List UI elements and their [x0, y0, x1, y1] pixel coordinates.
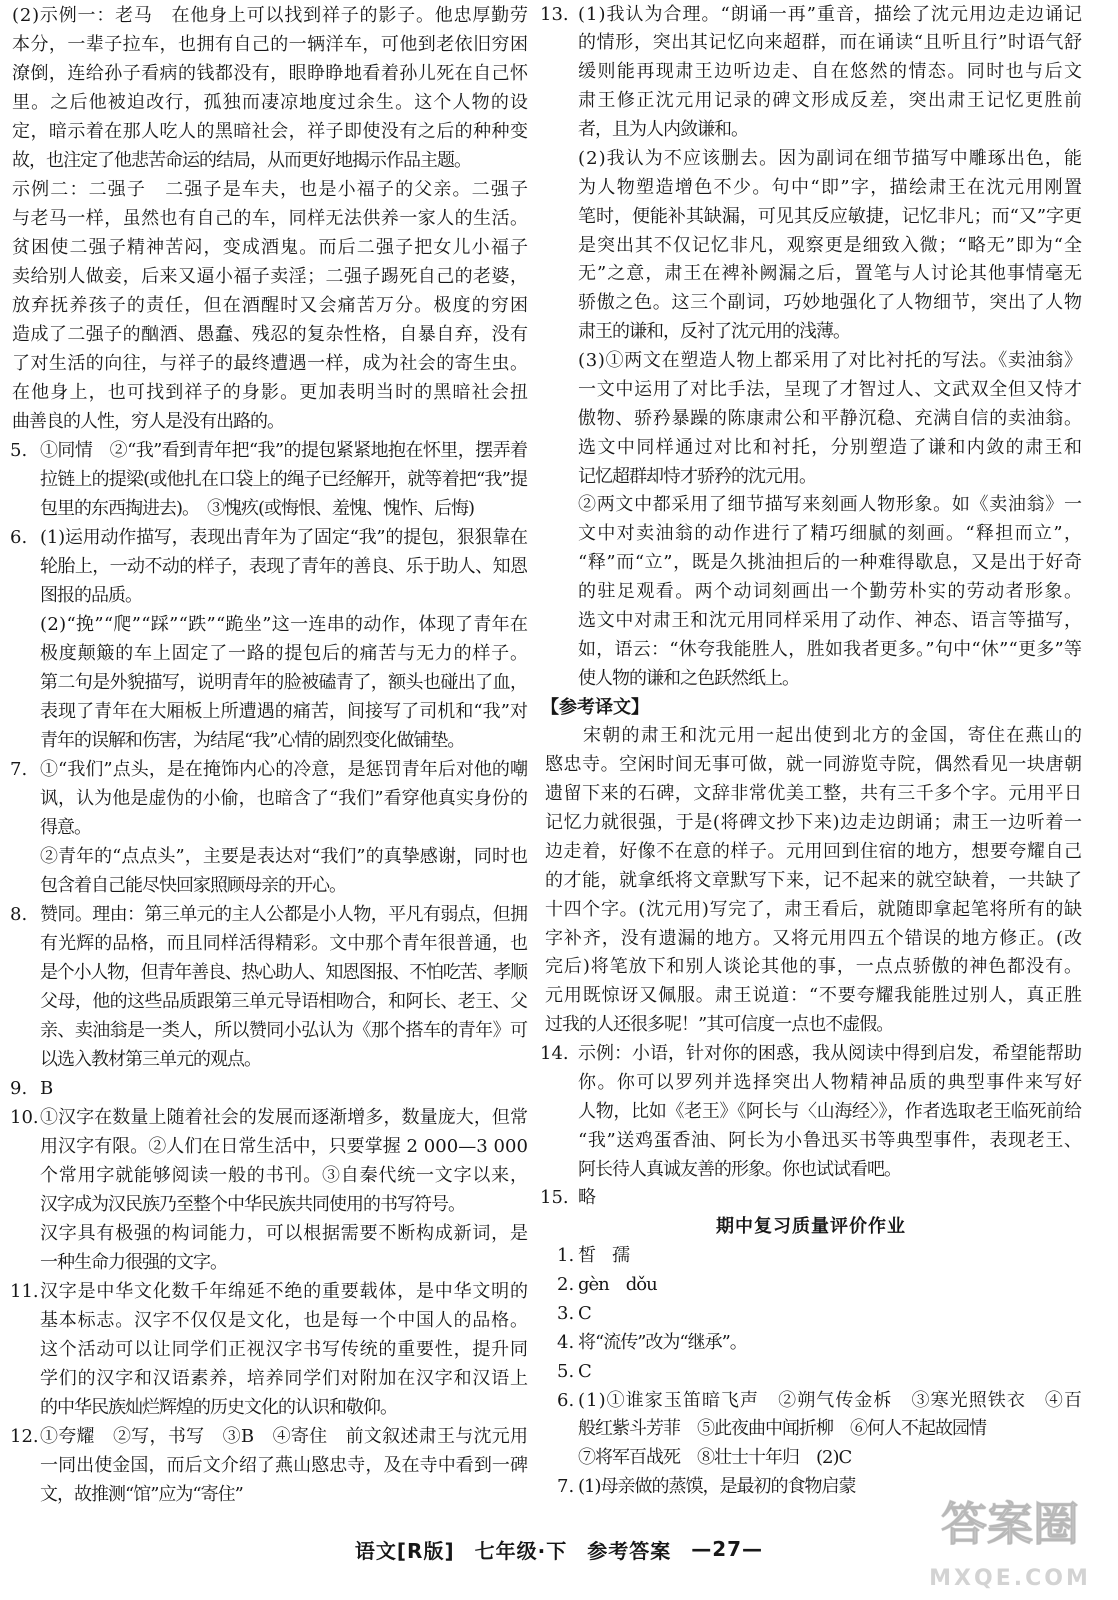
line-text: 卖给别人做妾，后来又逼小福子卖淫；二强子踢死自己的老婆， [12, 265, 529, 287]
answer-item-9 [10, 1074, 528, 1103]
section-title: 期中复习质量评价作业 [716, 1216, 906, 1238]
line-text: 青年的误解和伤害，为结尾“我”心情的剧烈变化做铺垫。 [40, 729, 465, 751]
line-text: 本分，一辈子拉车，也拥有自己的一辆洋车，可他到老依旧穷困 [12, 33, 529, 55]
line-text: 是个小人物，但青年善良、热心助人、知恩图报、不怕吃苦、孝顺 [40, 961, 527, 983]
translation-line [545, 896, 1082, 925]
line-text: 傲物、骄矜暴躁的陈康肃公和平静沉稳、充满自信的卖油翁。 [578, 407, 1083, 429]
text-line [12, 233, 528, 262]
translation-line [545, 780, 1082, 809]
text-line [578, 232, 1082, 261]
text-line [40, 1451, 528, 1480]
answer-item-8 [10, 900, 528, 1074]
line-text: 定，暗示着在那人吃人的黑暗社会，祥子即使没有之后的种种变 [12, 120, 529, 142]
line-text: 极度颠簸的车上固定了一路的提包后的痛苦与无力的样子。 [40, 642, 529, 664]
text-line [12, 30, 528, 59]
text-line [40, 697, 528, 726]
line-text: 愍忠寺。空闲时间无事可做，就一同游览寺院，偶然看见一块唐朝 [545, 754, 1083, 776]
line-text: 第二句是外貌描写，说明青年的脸被磕青了，额头也碰出了血， [40, 671, 528, 693]
text-line [40, 842, 528, 871]
text-line [578, 1098, 1082, 1127]
line-text: (2)我认为不应该删去。因为副词在细节描写中雕琢出色，能 [578, 147, 1084, 169]
text-line [40, 494, 528, 523]
text-line [578, 1040, 1082, 1069]
question-number: 5. [10, 439, 28, 461]
midterm-answer-group [540, 1242, 1082, 1502]
question-number: 15. [540, 1187, 569, 1209]
line-text: “我”送鸡蛋香油、阿长为小鲁迅买书等典型事件，表现老王、 [578, 1129, 1083, 1151]
answer-item-3 [540, 1300, 1082, 1329]
reference-translation-heading: 【参考译文】 [541, 696, 649, 718]
line-text: 里。之后他被迫改行，孤独而凄凉地度过余生。这个人物的设 [12, 91, 530, 113]
line-text: 汉字成为汉民族乃至整个中华民族共同使用的书写符号。 [40, 1193, 465, 1215]
text-line [12, 117, 528, 146]
text-line [578, 491, 1082, 520]
translation-line [545, 1011, 1082, 1040]
text-line [578, 1156, 1082, 1185]
line-text: 讽，认为他是虚伪的小偷，也暗含了“我们”看穿他真实身份的 [40, 787, 529, 809]
answer-item-14 [540, 1040, 1082, 1184]
translation-line [545, 953, 1082, 982]
line-text: 了对生活的向往，与祥子的最终遭遇一样，成为社会的寄生虫。 [12, 352, 529, 374]
text-line [40, 1480, 528, 1509]
text-line [40, 639, 528, 668]
text-line [40, 1248, 528, 1277]
line-text: gèn dǒu [578, 1274, 657, 1295]
text-line [40, 1364, 528, 1393]
line-text: 使人物的谦和之色跃然纸上。 [578, 667, 799, 689]
question-number: 7. [10, 758, 28, 780]
translation-line [545, 925, 1082, 954]
line-text: 过我的人还很多呢！”其可信度一点也不虚假。 [545, 1014, 894, 1036]
line-text: 文，故推测“馆”应为“寄住” [40, 1483, 243, 1505]
line-text: 有光辉的品格，而且同样活得精彩。文中那个青年很普通，也 [40, 932, 529, 954]
line-text: 亲、卖油翁是一类人，所以赞同小弘认为《那个搭车的青年》可 [40, 1019, 528, 1041]
answer-group-13 [540, 1, 1082, 694]
text-line [12, 320, 528, 349]
line-text: C [578, 1302, 591, 1324]
text-line [40, 1335, 528, 1364]
text-line [12, 407, 528, 436]
answer-item-1 [540, 1242, 1082, 1271]
line-text: 在他身上，也可找到祥子的身影。更加表明当时的黑暗社会扭 [12, 381, 530, 403]
text-line [578, 1242, 1082, 1271]
answer-item-5 [10, 436, 528, 523]
line-text: 阿长待人真诚友善的形象。你也试试看吧。 [578, 1158, 901, 1180]
text-line [40, 929, 528, 958]
line-text: 用汉字有限。②人们在日常生活中，只要掌握 2 000—3 000 [40, 1135, 529, 1157]
line-text: 般红紫斗芳菲 ⑤此夜曲中闻折柳 ⑥何人不起故园情 [578, 1418, 986, 1440]
line-text: (2)示例一：老马 在他身上可以找到祥子的影子。他忠厚勤劳 [12, 4, 529, 26]
line-text: 以选入教材第三单元的观点。 [40, 1048, 261, 1070]
line-text: 者，且为人内敛谦和。 [578, 119, 748, 140]
line-text: 是突出其不仅记忆非凡，观察更是细致入微；“略无”即为“全 [578, 234, 1083, 256]
line-text: 的才能，就拿纸将文章默写下来，记不起来的就空缺着，一共缺了 [545, 869, 1083, 891]
text-line [12, 59, 528, 88]
text-line [12, 204, 528, 233]
right-column [540, 1, 1082, 1503]
line-text: 汉字是中华文化数千年绵延不绝的重要载体，是中华文明的 [40, 1280, 529, 1302]
text-line [578, 203, 1082, 232]
line-text: “释”而“立”，既是久挑油担后的一种难得歇息，又是出于好奇 [578, 552, 1083, 574]
line-text: 潦倒，连给孙子看病的钱都没有，眼睁睁地看着孙儿死在自己怀 [12, 62, 529, 84]
text-line [40, 523, 528, 552]
line-text: 表现了青年在大厢板上所遭遇的痛苦，间接写了司机和“我”对 [40, 700, 529, 722]
question-number: 12. [10, 1425, 39, 1447]
text-line [40, 1074, 528, 1103]
question-number: 2. [557, 1274, 575, 1295]
answer-item-15 [540, 1184, 1082, 1213]
question-number: 4. [557, 1331, 575, 1353]
question-number: 7. [557, 1476, 575, 1498]
line-text: 造成了二强子的酗酒、愚蠢、残忍的复杂性格，自暴自弃，没有 [12, 323, 529, 345]
question-number: 11. [10, 1280, 39, 1302]
watermark-site: MXQE.COM [929, 1566, 1091, 1591]
text-line [578, 29, 1082, 58]
text-line [578, 636, 1082, 665]
line-text: 的驻足观看。两个动词刻画出一个勤劳朴实的劳动者形象。 [578, 581, 1084, 602]
line-text: 一文中运用了对比手法，呈现了才智过人、文武双全但又恃才 [578, 378, 1083, 400]
text-line [578, 376, 1082, 405]
line-text: 字补齐，没有遗漏的地方。又将元用四五个错误的地方修正。(改 [545, 927, 1083, 949]
text-line [578, 520, 1082, 549]
question-number: 9. [10, 1077, 28, 1099]
line-text: 放弃抚养孩子的责任，但在酒醒时又会痛苦万分。极度的穷困 [12, 294, 530, 316]
line-text: B [40, 1077, 53, 1099]
line-text: 你。你可以罗列并选择突出人物精神品质的典型事件来写好 [578, 1071, 1084, 1093]
text-line [578, 578, 1082, 607]
text-line [578, 405, 1082, 434]
text-line [40, 813, 528, 842]
answer-item-7 [10, 755, 528, 900]
text-line [578, 1127, 1082, 1156]
answer-item-11 [10, 1277, 528, 1422]
line-text: 笔时，便能补其缺漏，可见其反应敏捷，记忆非凡；而“又”字更 [578, 205, 1082, 227]
answer-item-continued [10, 1, 528, 436]
text-line [40, 1103, 528, 1132]
text-line [40, 1190, 528, 1219]
text-line [12, 378, 528, 407]
text-line [40, 1393, 528, 1422]
page-number: —27— [691, 1537, 764, 1561]
text-line [40, 958, 528, 987]
text-line [40, 726, 528, 755]
line-text: 遗留下来的石碑，文辞非常优美工整，共有三千多个字。元用平日 [545, 783, 1083, 805]
line-text: 学们的汉字和汉语素养，培养同学们对附加在汉字和汉语上 [40, 1367, 529, 1389]
text-line [40, 668, 528, 697]
line-text: 贫困使二强子精神苦闷，变成酒鬼。而后二强子把女儿小福子 [12, 236, 530, 258]
line-text: (3)①两文在塑造人物上都采用了对比衬托的写法。《卖油翁》 [578, 350, 1083, 371]
text-line [578, 58, 1082, 87]
translation-line [545, 809, 1082, 838]
line-text: 个常用字就能够阅读一般的书刊。③自秦代统一文字以来， [40, 1164, 529, 1186]
text-line [578, 434, 1082, 463]
line-text: 示例：小语，针对你的困惑，我从阅读中得到启发，希望能帮助 [578, 1043, 1082, 1064]
line-text: 一种生命力很强的文字。 [40, 1251, 227, 1273]
text-line [578, 1, 1082, 30]
translation-line [545, 722, 1082, 751]
text-line [578, 87, 1082, 116]
line-text: 肃王修正沈元用记录的碑文形成反差，突出肃王记忆更胜前 [578, 90, 1084, 112]
text-line [40, 871, 528, 900]
text-line [12, 262, 528, 291]
line-text: C [578, 1360, 591, 1382]
answer-item-12 [10, 1422, 528, 1509]
footer-grade: 七年级·下 [474, 1538, 568, 1563]
answer-item-6 [540, 1387, 1082, 1474]
line-text: 轮胎上，一动不动的样子，表现了青年的善良、乐于助人、知恩 [40, 555, 528, 577]
text-line [40, 1161, 528, 1190]
line-text: (2)“挽”“爬”“踩”“跌”“跪坐”这一连串的动作，体现了青年在 [40, 613, 529, 635]
text-line [12, 291, 528, 320]
question-number: 8. [10, 903, 28, 925]
text-line [578, 463, 1082, 492]
watermark-logo [925, 1488, 1095, 1596]
text-line [40, 1306, 528, 1335]
line-text: 选文中对肃王和沈元用同样采用了动作、神态、语言等描写， [578, 609, 1083, 631]
text-line [578, 116, 1082, 145]
line-text: (1)母亲做的蒸馍，是最初的食物启蒙 [578, 1476, 856, 1498]
line-text: 图报的品质。 [40, 584, 142, 606]
text-line [578, 1069, 1082, 1098]
text-line [578, 1184, 1082, 1213]
text-line [40, 1016, 528, 1045]
text-line [40, 610, 528, 639]
question-number: 6. [557, 1389, 575, 1411]
line-text: (1)运用动作描写，表现出青年为了固定“我”的提包，狠狠靠在 [40, 526, 528, 548]
line-text: 骄傲之色。这三个副词，巧妙地强化了人物细节，突出了人物 [578, 292, 1083, 314]
reference-translation [540, 722, 1082, 1040]
line-text: ⑦将军百战死 ⑧壮士十年归 (2)C [578, 1447, 852, 1469]
answer-item-5 [540, 1358, 1082, 1387]
text-line [40, 1422, 528, 1451]
text-line [12, 88, 528, 117]
line-text: (1)①谁家玉笛暗飞声 ②朔气传金柝 ③寒光照铁衣 ④百 [578, 1389, 1084, 1411]
text-line [12, 349, 528, 378]
line-text: 皙 孺 [578, 1245, 629, 1267]
line-text: 记忆力就很强，于是(将碑文抄下来)边走边朗诵；肃王一边听着一 [545, 812, 1083, 833]
text-line [578, 347, 1082, 376]
text-line [578, 1329, 1082, 1358]
line-text: 故，也注定了他悲苦命运的结局，从而更好地揭示作品主题。 [12, 149, 471, 171]
text-line [40, 784, 528, 813]
line-text: 的情形，突出其记忆向来超群，而在诵读“且听且行”时语气舒 [578, 32, 1083, 54]
line-text: 曲善良的人性，穷人是没有出路的。 [12, 410, 284, 432]
answer-item-4 [540, 1329, 1082, 1358]
text-line [40, 581, 528, 610]
question-number: 6. [10, 526, 28, 548]
answer-item-2 [540, 1271, 1082, 1300]
left-column [10, 1, 528, 1509]
text-line [578, 174, 1082, 203]
text-line [578, 607, 1082, 636]
text-line [40, 1132, 528, 1161]
line-text: 将“流传”改为“继承”。 [578, 1331, 747, 1353]
text-line [40, 1045, 528, 1074]
text-line [578, 260, 1082, 289]
line-text: 选文中同样通过对比和衬托，分别塑造了谦和内敛的肃王和 [578, 436, 1084, 458]
text-line [40, 900, 528, 929]
answer-item-6 [10, 523, 528, 755]
line-text: 缓则能再现肃王边听边走、自在悠然的情态。同时也与后文 [578, 61, 1084, 83]
text-line [40, 465, 528, 494]
translation-line [545, 838, 1082, 867]
text-line [578, 145, 1082, 174]
line-text: ①夸耀 ②写，书写 ③B ④寄住 前文叙述肃王与沈元用 [40, 1425, 529, 1447]
line-text: ②两文中都采用了细节描写来刻画人物形象。如《卖油翁》一 [578, 494, 1083, 516]
watermark-logo-text: 答案圈 [941, 1497, 1079, 1551]
text-line [40, 1277, 528, 1306]
line-text: ①同情 ②“我”看到青年把“我”的提包紧紧地抱在怀里，摆弄着 [40, 439, 528, 461]
footer-subject: 语文[R版] [354, 1538, 455, 1563]
line-text: 得意。 [40, 816, 91, 838]
question-number: 10. [10, 1106, 39, 1128]
question-number: 5. [557, 1360, 575, 1382]
text-line [12, 146, 528, 175]
line-text: 略 [578, 1187, 595, 1209]
translation-line [545, 867, 1082, 896]
line-text: 边走着，好像不在意的样子。元用回到住宿的地方，想要夸耀自己 [545, 840, 1083, 862]
translation-line [545, 982, 1082, 1011]
text-line [578, 549, 1082, 578]
line-text: 如，语云：“休夸我能胜人，胜如我者更多。”句中“休”“更多”等 [578, 638, 1083, 660]
question-number: 13. [540, 3, 569, 25]
answer-group-14-15 [540, 1040, 1082, 1213]
line-text: 示例二：二强子 二强子是车夫，也是小福子的父亲。二强子 [12, 178, 530, 200]
line-text: 这个活动可以让同学们正视汉字书写传统的重要性，提升同 [40, 1338, 529, 1360]
line-text: 为人物塑造增色不少。句中“即”字，描绘肃王在沈元用刚置 [578, 176, 1084, 198]
question-number: 1. [557, 1245, 575, 1267]
footer-label: 参考答案 [587, 1538, 672, 1563]
line-text: 与老马一样，虽然也有自己的车，同样无法供养一家人的生活。 [12, 207, 529, 229]
line-text: 肃王的谦和，反衬了沈元用的浅薄。 [578, 321, 850, 343]
answer-item-10 [10, 1103, 528, 1277]
line-text: 包里的东西掏进去)。 ③愧疚(或悔恨、羞愧、愧怍、后悔) [40, 497, 475, 519]
line-text: 汉字具有极强的构词能力，可以根据需要不断构成新词，是 [40, 1222, 529, 1244]
line-text: 完后)将笔放下和别人谈论其他的事，一点点骄傲的神色都没有。 [545, 956, 1083, 978]
line-text: 十四个字。(沈元用)写完了，肃王看后，就随即拿起笔将所有的缺 [545, 898, 1083, 920]
line-text: 一同出使金国，而后文介绍了燕山愍忠寺，及在寺中看到一碑 [40, 1454, 529, 1476]
text-line [40, 436, 528, 465]
text-line [40, 552, 528, 581]
line-text: 赞同。理由：第三单元的主人公都是小人物，平凡有弱点，但拥 [40, 903, 528, 925]
line-text: 基本标志。汉字不仅仅是文化，也是每一个中国人的品格。 [40, 1309, 529, 1331]
text-line [578, 289, 1082, 318]
line-text: ①汉字在数量上随着社会的发展而逐渐增多，数量庞大，但常 [40, 1106, 529, 1128]
line-text: ②青年的“点点头”，主要是表达对“我们”的真挚感谢，同时也 [40, 845, 529, 867]
text-line [40, 1219, 528, 1248]
line-text: 人物，比如《老王》《阿长与〈山海经〉》，作者选取老王临死前给 [578, 1100, 1082, 1122]
text-line [12, 1, 528, 30]
text-line [578, 1387, 1082, 1416]
translation-line [545, 751, 1082, 780]
text-line [578, 665, 1082, 694]
text-line [578, 1444, 1082, 1473]
text-line [578, 1415, 1082, 1444]
line-text: 宋朝的肃王和沈元用一起出使到北方的金国，寄住在燕山的 [583, 725, 1084, 747]
line-text: (1)我认为合理。“朗诵一再”重音，描绘了沈元用边走边诵记 [578, 3, 1083, 25]
text-line [578, 1271, 1082, 1300]
line-text: 的中华民族灿烂辉煌的历史文化的认识和敬仰。 [40, 1396, 397, 1418]
question-number: 14. [540, 1043, 569, 1064]
answer-item-13 [540, 1, 1082, 694]
line-text: 拉链上的提梁(或他扎在口袋上的绳子已经解开，就等着把“我”提 [40, 468, 528, 490]
line-text: 父母，他的这些品质跟第三单元导语相吻合，和阿长、老王、父 [40, 990, 528, 1012]
text-line [578, 318, 1082, 347]
line-text: 文中对卖油翁的动作进行了精巧细腻的刻画。“释担而立”， [578, 523, 1084, 545]
question-number: 3. [557, 1302, 575, 1324]
line-text: 元用既惊讶又佩服。肃王说道：“不要夸耀我能胜过别人，真正胜 [545, 985, 1083, 1007]
line-text: 无”之意，肃王在裨补阙漏之后，置笔与人讨论其他事情毫无 [578, 263, 1084, 285]
line-text: 记忆超群却恃才骄矜的沈元用。 [578, 465, 816, 487]
line-text: ①“我们”点头，是在掩饰内心的冷意，是惩罚青年后对他的嘲 [40, 758, 529, 780]
text-line [578, 1358, 1082, 1387]
text-line [40, 987, 528, 1016]
text-line [40, 755, 528, 784]
text-line [578, 1300, 1082, 1329]
line-text: 包含着自己能尽快回家照顾母亲的开心。 [40, 874, 346, 896]
text-line [12, 175, 528, 204]
